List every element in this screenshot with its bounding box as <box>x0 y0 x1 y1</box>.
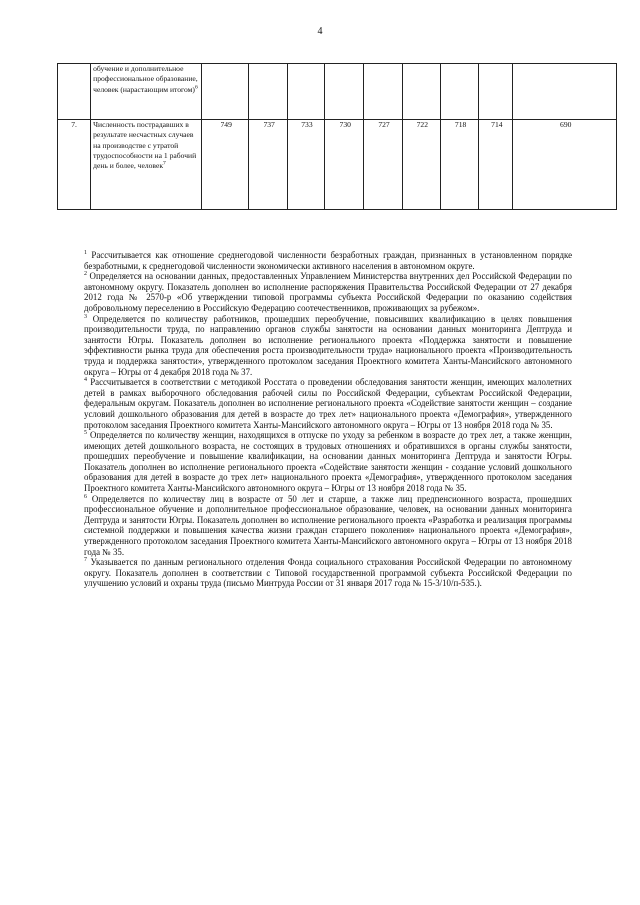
value-cell <box>479 64 513 120</box>
indicator-label: Численность пострадавших в результате несчастных случаев на производстве с утратой трудоспособности на 1 рабочий день и более, человек <box>93 120 197 171</box>
value-cell: 737 <box>249 120 287 210</box>
footnotes <box>84 250 572 589</box>
value-cell: 718 <box>440 120 478 210</box>
value-cell <box>440 64 478 120</box>
value-cell: 690 <box>513 120 617 210</box>
footnote-text: Указывается по данным регионального отделения Фонда социального страхования Российской Федерации по автономному округу. Показатель дополнен в соответствии с Типовой государственной программой субъекта Российской Федерации по улучшению условий и охраны труда (письмо Минтруда России от 31 января 2017 года № 15-3/10/п-535.). <box>84 557 572 589</box>
row-number-cell: 7. <box>58 120 91 210</box>
footnote <box>84 271 572 313</box>
value-cell <box>364 64 402 120</box>
value-cell <box>513 64 617 120</box>
footnote <box>84 430 572 494</box>
table-row <box>58 64 617 120</box>
footnote-text: Рассчитывается в соответствии с методикой Росстата о проведении обследования занятости женщин, имеющих малолетних детей в рамках выборочного обследования рабочей силы по Российской Федерации, субъектам Российской Федерации, федеральным округам. Показатель дополнен во исполнение регионального проекта «Содействие занятости женщин – создание условий дошкольного образования для детей в возрасте до трех лет» национального проекта «Демография», утвержденного протоколом заседания Проектного комитета Ханты-Мансийского автономного округа – Югры от 13 ноября 2018 года № 35. <box>84 377 572 430</box>
page-number: 4 <box>317 26 323 37</box>
footnote <box>84 557 572 589</box>
footnote-number: 2 <box>84 271 87 278</box>
footnote-number: 3 <box>84 313 87 320</box>
value-cell <box>402 64 440 120</box>
footnote <box>84 494 572 558</box>
footnote-number: 6 <box>84 493 87 500</box>
indicator-label: обучение и дополнительное профессиональное образование, человек (нарастающим итогом) <box>93 64 198 94</box>
footnote-number: 5 <box>84 430 87 437</box>
footnote-number: 1 <box>84 250 87 257</box>
footnote-text: Определяется по количеству женщин, находящихся в отпуске по уходу за ребенком в возрасте до трех лет, а также женщин, имеющих детей дошкольного возраста, не состоящих в трудовых отношениях и обратившихся в органы службы занятости, прошедших переобучение и повышение квалификации, на основании данных мониторинга Дептруда и занятости Югры. Показатель дополнен во исполнение регионального проекта «Содействие занятости женщин - создание условий дошкольного образования для детей в возрасте до трех лет» национального проекта «Демография», утвержденного протоколом заседания Проектного комитета Ханты-Мансийского автономного округа – Югры от 13 ноября 2018 года № 35. <box>84 430 573 494</box>
indicators-table <box>57 63 617 210</box>
indicator-label-cell <box>91 64 202 120</box>
value-cell <box>249 64 287 120</box>
footnote-text: Определяется на основании данных, предоставленных Управлением Министерства внутренних дел Российской Федерации по автономному округу. Показатель дополнен во исполнение распоряжения Правительства Российской Федерации от 27 декабря 2012 года № 2570-р «Об утверждении типовой программы субъекта Российской Федерации по оказанию содействия добровольному переселению в Российскую Федерацию соотечественников, проживающих за рубежом». <box>84 271 572 313</box>
footnote-number: 7 <box>84 557 87 564</box>
value-cell: 733 <box>287 120 324 210</box>
row-number-cell <box>58 64 91 120</box>
value-cell <box>287 64 324 120</box>
footnote-ref: 6 <box>194 84 198 91</box>
value-cell: 749 <box>201 120 249 210</box>
value-cell: 730 <box>325 120 364 210</box>
indicator-label-cell <box>91 120 202 210</box>
value-cell: 727 <box>364 120 402 210</box>
footnote-ref: 7 <box>163 160 166 167</box>
table-row <box>58 120 617 210</box>
footnote-text: Определяется по количеству лиц в возрасте от 50 лет и старше, а также лиц предпенсионного возраста, прошедших профессиональное обучение и дополнительное профессиональное образование, человек, на основании данных мониторинга Дептруда и занятости Югры. Показатель дополнен во исполнение регионального проекта «Разработка и реализация программы системной поддержки и повышения качества жизни граждан старшего поколения» национального проекта «Демография», утвержденного протоколом заседания Проектного комитета Ханты-Мансийского автономного округа – Югры от 13 ноября 2018 года № 35. <box>84 493 573 557</box>
value-cell <box>325 64 364 120</box>
value-cell: 714 <box>479 120 513 210</box>
footnote-number: 4 <box>84 377 87 384</box>
value-cell: 722 <box>402 120 440 210</box>
footnote <box>84 314 572 378</box>
footnote <box>84 377 572 430</box>
footnote-text: Рассчитывается как отношение среднегодовой численности безработных граждан, признанных в установленном порядке безработными, к среднегодовой численности экономически активного населения в автономном округе. <box>84 250 573 271</box>
value-cell <box>201 64 249 120</box>
footnote <box>84 250 572 271</box>
footnote-text: Определяется по количеству работников, прошедших переобучение, повысивших квалификацию в целях повышения производительности труда, по направлению органов службы занятости на основании данных мониторинга Дептруда и занятости Югры. Показатель дополнен во исполнение регионального проекта «Поддержка занятости и повышение эффективности рынка труда для обеспечения роста производительности труда» национального проекта «Производительность труда и поддержка занятости», утвержденного протоколом заседания Проектного комитета Ханты-Мансийского автономного округа – Югры от 4 декабря 2018 года № 37. <box>84 313 573 377</box>
